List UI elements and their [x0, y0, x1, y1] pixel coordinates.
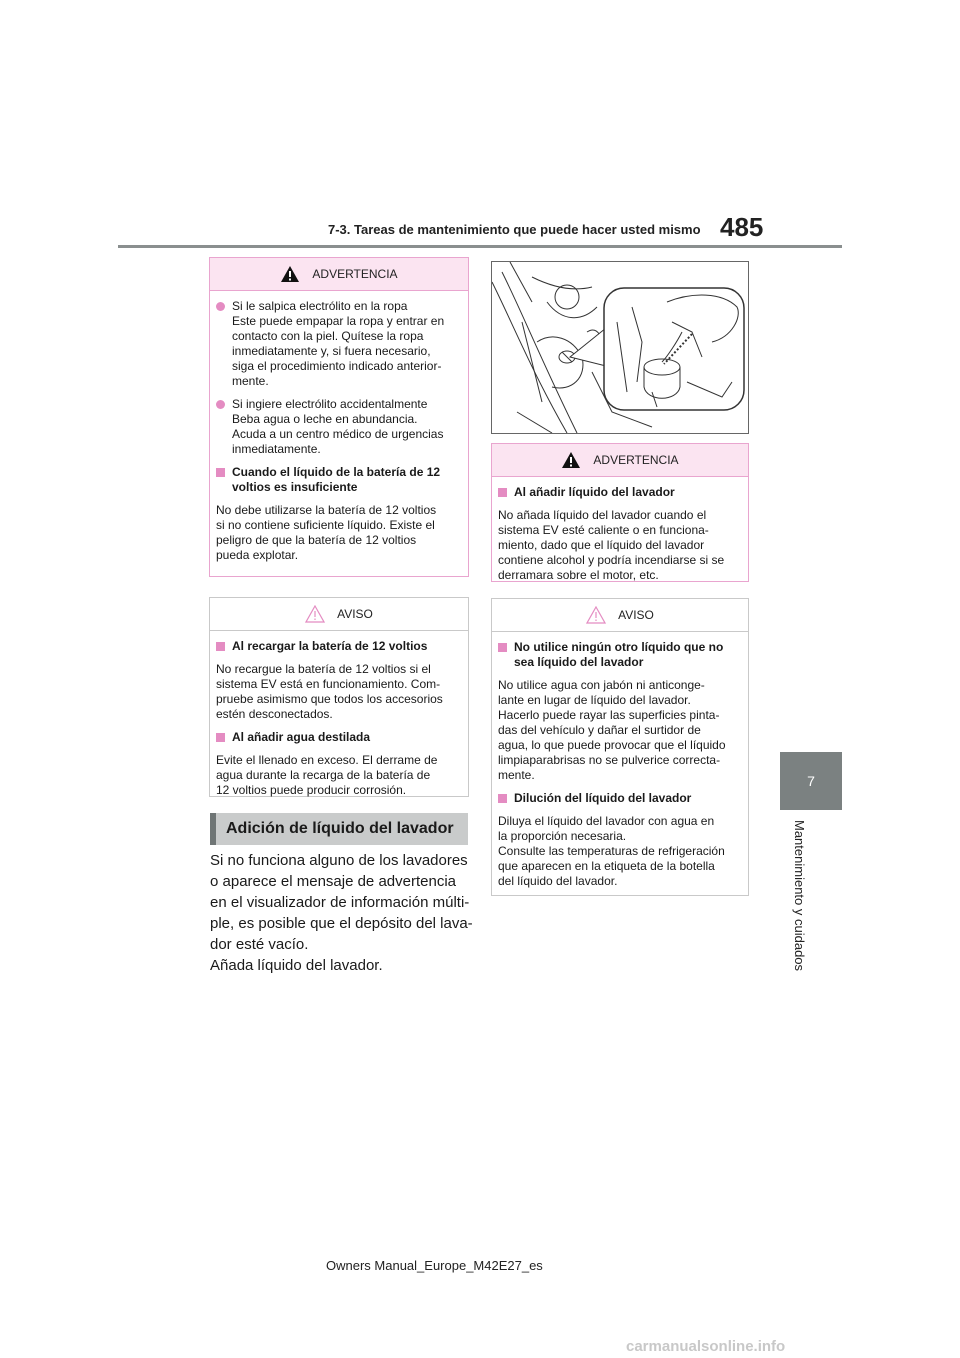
paragraph-line: dor esté vacío. — [210, 936, 309, 953]
notice-heading: AVISO — [618, 608, 654, 622]
paragraph-line: pueda explotar. — [216, 548, 299, 562]
warning-triangle-icon — [561, 451, 581, 469]
subhead-text: No utilice ningún otro líquido que no — [514, 640, 724, 654]
notice-subhead — [498, 640, 740, 670]
paragraph-line: das del vehículo y dañar el surtidor de — [498, 723, 701, 737]
notice-box-washer — [491, 598, 749, 896]
paragraph-line: agua durante la recarga de la batería de — [216, 768, 431, 782]
warning-heading: ADVERTENCIA — [593, 453, 679, 467]
warning-paragraph — [216, 503, 460, 563]
warning-paragraph — [498, 508, 740, 583]
warning-heading: ADVERTENCIA — [312, 267, 398, 281]
notice-subhead — [216, 639, 460, 654]
item-title: Si ingiere electrólito accidentalmente — [232, 397, 428, 411]
subhead-text: Al añadir agua destilada — [232, 730, 371, 744]
paragraph-line: agua, lo que puede provocar que el líquido — [498, 738, 726, 752]
notice-header — [492, 599, 748, 632]
bullet-square-icon — [498, 643, 507, 652]
paragraph-line: derramara sobre el motor, etc. — [498, 568, 659, 582]
paragraph-line: Hacerlo puede rayar las superficies pinta- — [498, 708, 720, 722]
notice-paragraph — [216, 662, 460, 722]
paragraph-line: lante en lugar de líquido del lavador. — [498, 693, 691, 707]
paragraph-line: sistema EV está en funcionamiento. Com- — [216, 677, 441, 691]
notice-box-battery — [209, 597, 469, 797]
paragraph-line: Añada líquido del lavador. — [210, 957, 383, 974]
paragraph-line: No recargue la batería de 12 voltios si el — [216, 662, 431, 676]
subhead-text: voltios es insuficiente — [232, 480, 358, 494]
paragraph-line: del líquido del lavador. — [498, 874, 618, 888]
subhead-text: Al añadir líquido del lavador — [514, 485, 675, 499]
paragraph-line: ple, es posible que el depósito del lava- — [210, 915, 473, 932]
warning-triangle-icon — [280, 265, 300, 283]
subhead-text: sea líquido del lavador — [514, 655, 644, 669]
item-text: siga el procedimiento indicado anterior- — [232, 359, 442, 373]
item-text: inmediatamente. — [232, 442, 321, 456]
paragraph-line: Si no funciona alguno de los lavadores — [210, 852, 468, 869]
item-text: inmediatamente y, si fuera necesario, — [232, 344, 431, 358]
watermark: carmanualsonline.info — [626, 1338, 786, 1355]
notice-paragraph — [498, 678, 740, 783]
section-title: 7-3. Tareas de mantenimiento que puede hacer usted mismo — [328, 222, 701, 237]
paragraph-line: Evite el llenado en exceso. El derrame de — [216, 753, 438, 767]
chapter-label — [792, 820, 812, 990]
chapter-tab: 7 — [780, 752, 842, 810]
subhead-text: Cuando el líquido de la batería de 12 — [232, 465, 441, 479]
item-text: mente. — [232, 374, 269, 388]
warning-box-washer — [491, 443, 749, 582]
bullet-square-icon — [216, 733, 225, 742]
bullet-circle-icon — [216, 400, 225, 409]
paragraph-line: Diluya el líquido del lavador con agua en — [498, 814, 715, 828]
item-title: Si le salpica electrólito en la ropa — [232, 299, 408, 313]
washer-fluid-illustration — [491, 261, 749, 434]
item-text: Acuda a un centro médico de urgencias — [232, 427, 444, 441]
paragraph-line: No añada líquido del lavador cuando el — [498, 508, 707, 522]
notice-heading: AVISO — [337, 607, 373, 621]
subhead-text: Dilución del líquido del lavador — [514, 791, 692, 805]
warning-subhead — [216, 465, 460, 495]
notice-subhead — [498, 791, 740, 806]
section-paragraph — [210, 850, 475, 976]
warning-item — [216, 299, 460, 389]
paragraph-line: que aparecen en la etiqueta de la botella — [498, 859, 715, 873]
paragraph-line: contiene alcohol y podría incendiarse si se — [498, 553, 725, 567]
bullet-square-icon — [498, 488, 507, 497]
subhead-text: Al recargar la batería de 12 voltios — [232, 639, 428, 653]
caution-triangle-icon — [305, 605, 325, 623]
item-text: Este puede empapar la ropa y entrar en — [232, 314, 445, 328]
paragraph-line: pruebe asimismo que todos los accesorios — [216, 692, 443, 706]
notice-paragraph — [216, 753, 460, 798]
paragraph-line: estén desconectados. — [216, 707, 333, 721]
paragraph-line: miento, dado que el líquido del lavador — [498, 538, 705, 552]
bullet-square-icon — [498, 794, 507, 803]
paragraph-line: 12 voltios puede producir corrosión. — [216, 783, 407, 797]
paragraph-line: limpiaparabrisas no se pulverice correcta- — [498, 753, 721, 767]
warning-box-battery — [209, 257, 469, 577]
paragraph-line: si no contiene suficiente líquido. Existe el — [216, 518, 435, 532]
caution-triangle-icon — [586, 606, 606, 624]
paragraph-line: la proporción necesaria. — [498, 829, 627, 843]
header-divider — [118, 245, 842, 248]
notice-subhead — [216, 730, 460, 745]
warning-item — [216, 397, 460, 457]
chapter-label-text: Mantenimiento y cuidados — [792, 820, 807, 972]
bullet-circle-icon — [216, 302, 225, 311]
warning-subhead — [498, 485, 740, 500]
paragraph-line: sistema EV esté caliente o en funciona- — [498, 523, 709, 537]
section-heading: Adición de líquido del lavador — [210, 813, 468, 845]
notice-paragraph — [498, 814, 740, 889]
footer-document-id: Owners Manual_Europe_M42E27_es — [326, 1258, 543, 1273]
bullet-square-icon — [216, 642, 225, 651]
engine-bay-drawing — [492, 262, 748, 433]
paragraph-line: mente. — [498, 768, 535, 782]
warning-header — [492, 444, 748, 477]
notice-header — [210, 598, 468, 631]
paragraph-line: No utilice agua con jabón ni anticonge- — [498, 678, 705, 692]
warning-header — [210, 258, 468, 291]
paragraph-line: Consulte las temperaturas de refrigeración — [498, 844, 725, 858]
item-text: contacto con la piel. Quítese la ropa — [232, 329, 424, 343]
paragraph-line: peligro de que la batería de 12 voltios — [216, 533, 417, 547]
bullet-square-icon — [216, 468, 225, 477]
item-text: Beba agua o leche en abundancia. — [232, 412, 418, 426]
page-number: 485 — [720, 212, 764, 242]
paragraph-line: en el visualizador de información múlti- — [210, 894, 470, 911]
paragraph-line: No debe utilizarse la batería de 12 voltios — [216, 503, 437, 517]
paragraph-line: o aparece el mensaje de advertencia — [210, 873, 456, 890]
